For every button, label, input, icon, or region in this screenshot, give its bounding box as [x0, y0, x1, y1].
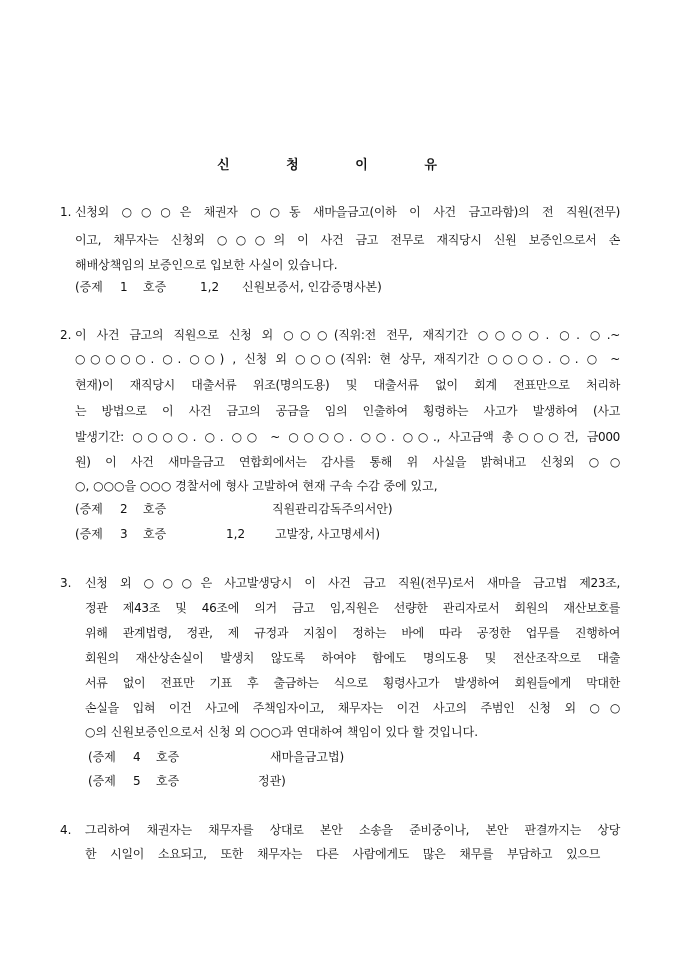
evidence-number: 4 — [133, 750, 141, 764]
section-line: 원) 이 사건 새마을금고 연합회에서는 감사를 통해 위 사실을 밝혀내고 신청외 ○○ — [75, 455, 620, 469]
evidence-label: (증제 — [88, 750, 116, 764]
section-line: 는 방법으로 이 사건 금고의 공금을 임의 인출하여 횡령하는 사고가 발생하여 (사고 — [75, 404, 620, 418]
evidence-label: (증제 — [75, 527, 103, 541]
evidence-label: (증제 — [75, 502, 103, 516]
evidence-desc: 고발장, 사고명세서) — [275, 527, 381, 541]
evidence-number: 1 — [120, 280, 128, 294]
evidence-kind: 호증 — [143, 280, 167, 294]
evidence-kind: 호증 — [156, 750, 180, 764]
section-number: 2. — [60, 328, 72, 342]
evidence-kind: 호증 — [143, 527, 167, 541]
evidence-kind: 호증 — [143, 502, 167, 516]
section-line: 신청 외 ○○○은 사고발생당시 이 사건 금고 직원(전무)로서 새마을 금고법 제23조, — [85, 576, 620, 590]
evidence-number: 2 — [120, 502, 128, 516]
section-line: 이 사건 금고의 직원으로 신청 외 ○○○(직위:전 전무, 재직기간 ○○○○. ○. ○.~ — [75, 328, 620, 342]
evidence-sub: 1,2 — [226, 527, 246, 541]
evidence-desc: 정관) — [258, 774, 286, 788]
evidence-desc: 새마을금고법) — [270, 750, 345, 764]
evidence-desc: 직원관리감독주의서안) — [272, 502, 393, 516]
section-line: 회원의 재산상손실이 발생치 않도록 하여야 함에도 명의도용 및 전산조작으로 대출 — [85, 651, 620, 665]
section-line: 발생기간: ○○○○. ○. ○○ ~ ○○○○. ○○. ○○., 사고금액 총○○○건, 금000 — [75, 430, 620, 444]
section-line: 이고, 채무자는 신청외 ○○○의 이 사건 금고 전무로 재직당시 신원 보증인으로서 손 — [75, 233, 620, 247]
section-line: 서류 없이 전표만 기표 후 출금하는 식으로 횡령사고가 발생하여 회원들에게 막대한 — [85, 676, 620, 690]
evidence-kind: 호증 — [156, 774, 180, 788]
document-title: 신 청 이 유 — [217, 158, 463, 173]
evidence-sub: 1,2 — [200, 280, 220, 294]
section-line: 현재)이 재직당시 대출서류 위조(명의도용) 및 대출서류 없이 회계 전표만으로 처리하 — [75, 378, 620, 392]
section-line: ○의 신원보증인으로서 신청 외 ○○○과 연대하여 책임이 있다 할 것입니다. — [85, 725, 479, 739]
evidence-label: (증제 — [88, 774, 116, 788]
section-line: 그리하여 채권자는 채무자를 상대로 본안 소송을 준비중이나, 본안 판결까지는 상당 — [85, 823, 620, 837]
section-line: 신청외 ○○○은 채권자 ○○동 새마을금고(이하 이 사건 금고라함)의 전 직원(전무) — [75, 205, 620, 219]
evidence-desc: 신원보증서, 인감증명사본) — [242, 280, 382, 294]
evidence-number: 3 — [120, 527, 128, 541]
section-line: ○○○○○. ○. ○○) , 신청 외 ○○○(직위: 현 상무, 재직기간 ○○○○. ○. ○ ~ — [75, 352, 620, 366]
section-number: 4. — [60, 823, 72, 837]
section-line: 손실을 입혀 이건 사고에 주책임자이고, 채무자는 이건 사고의 주범인 신청 외 ○○ — [85, 701, 620, 715]
section-line: ○, ○○○을 ○○○ 경찰서에 형사 고발하여 현재 구속 수감 중에 있고, — [75, 479, 438, 493]
evidence-number: 5 — [133, 774, 141, 788]
section-line: 정관 제43조 및 46조에 의거 금고 임,직원은 선량한 관리자로서 회원의 재산보호를 — [85, 601, 620, 615]
evidence-label: (증제 — [75, 280, 103, 294]
section-number: 3. — [60, 576, 72, 590]
section-line: 해배상책임의 보증인으로 입보한 사실이 있습니다. — [75, 258, 338, 272]
section-number: 1. — [60, 205, 72, 219]
section-line: 위해 관계법령, 정관, 제 규정과 지침이 정하는 바에 따라 공정한 업무를 진행하여 — [85, 626, 620, 640]
section-line: 한 시일이 소요되고, 또한 채무자는 다른 사람에게도 많은 채무를 부담하고 있으므 — [85, 847, 600, 861]
